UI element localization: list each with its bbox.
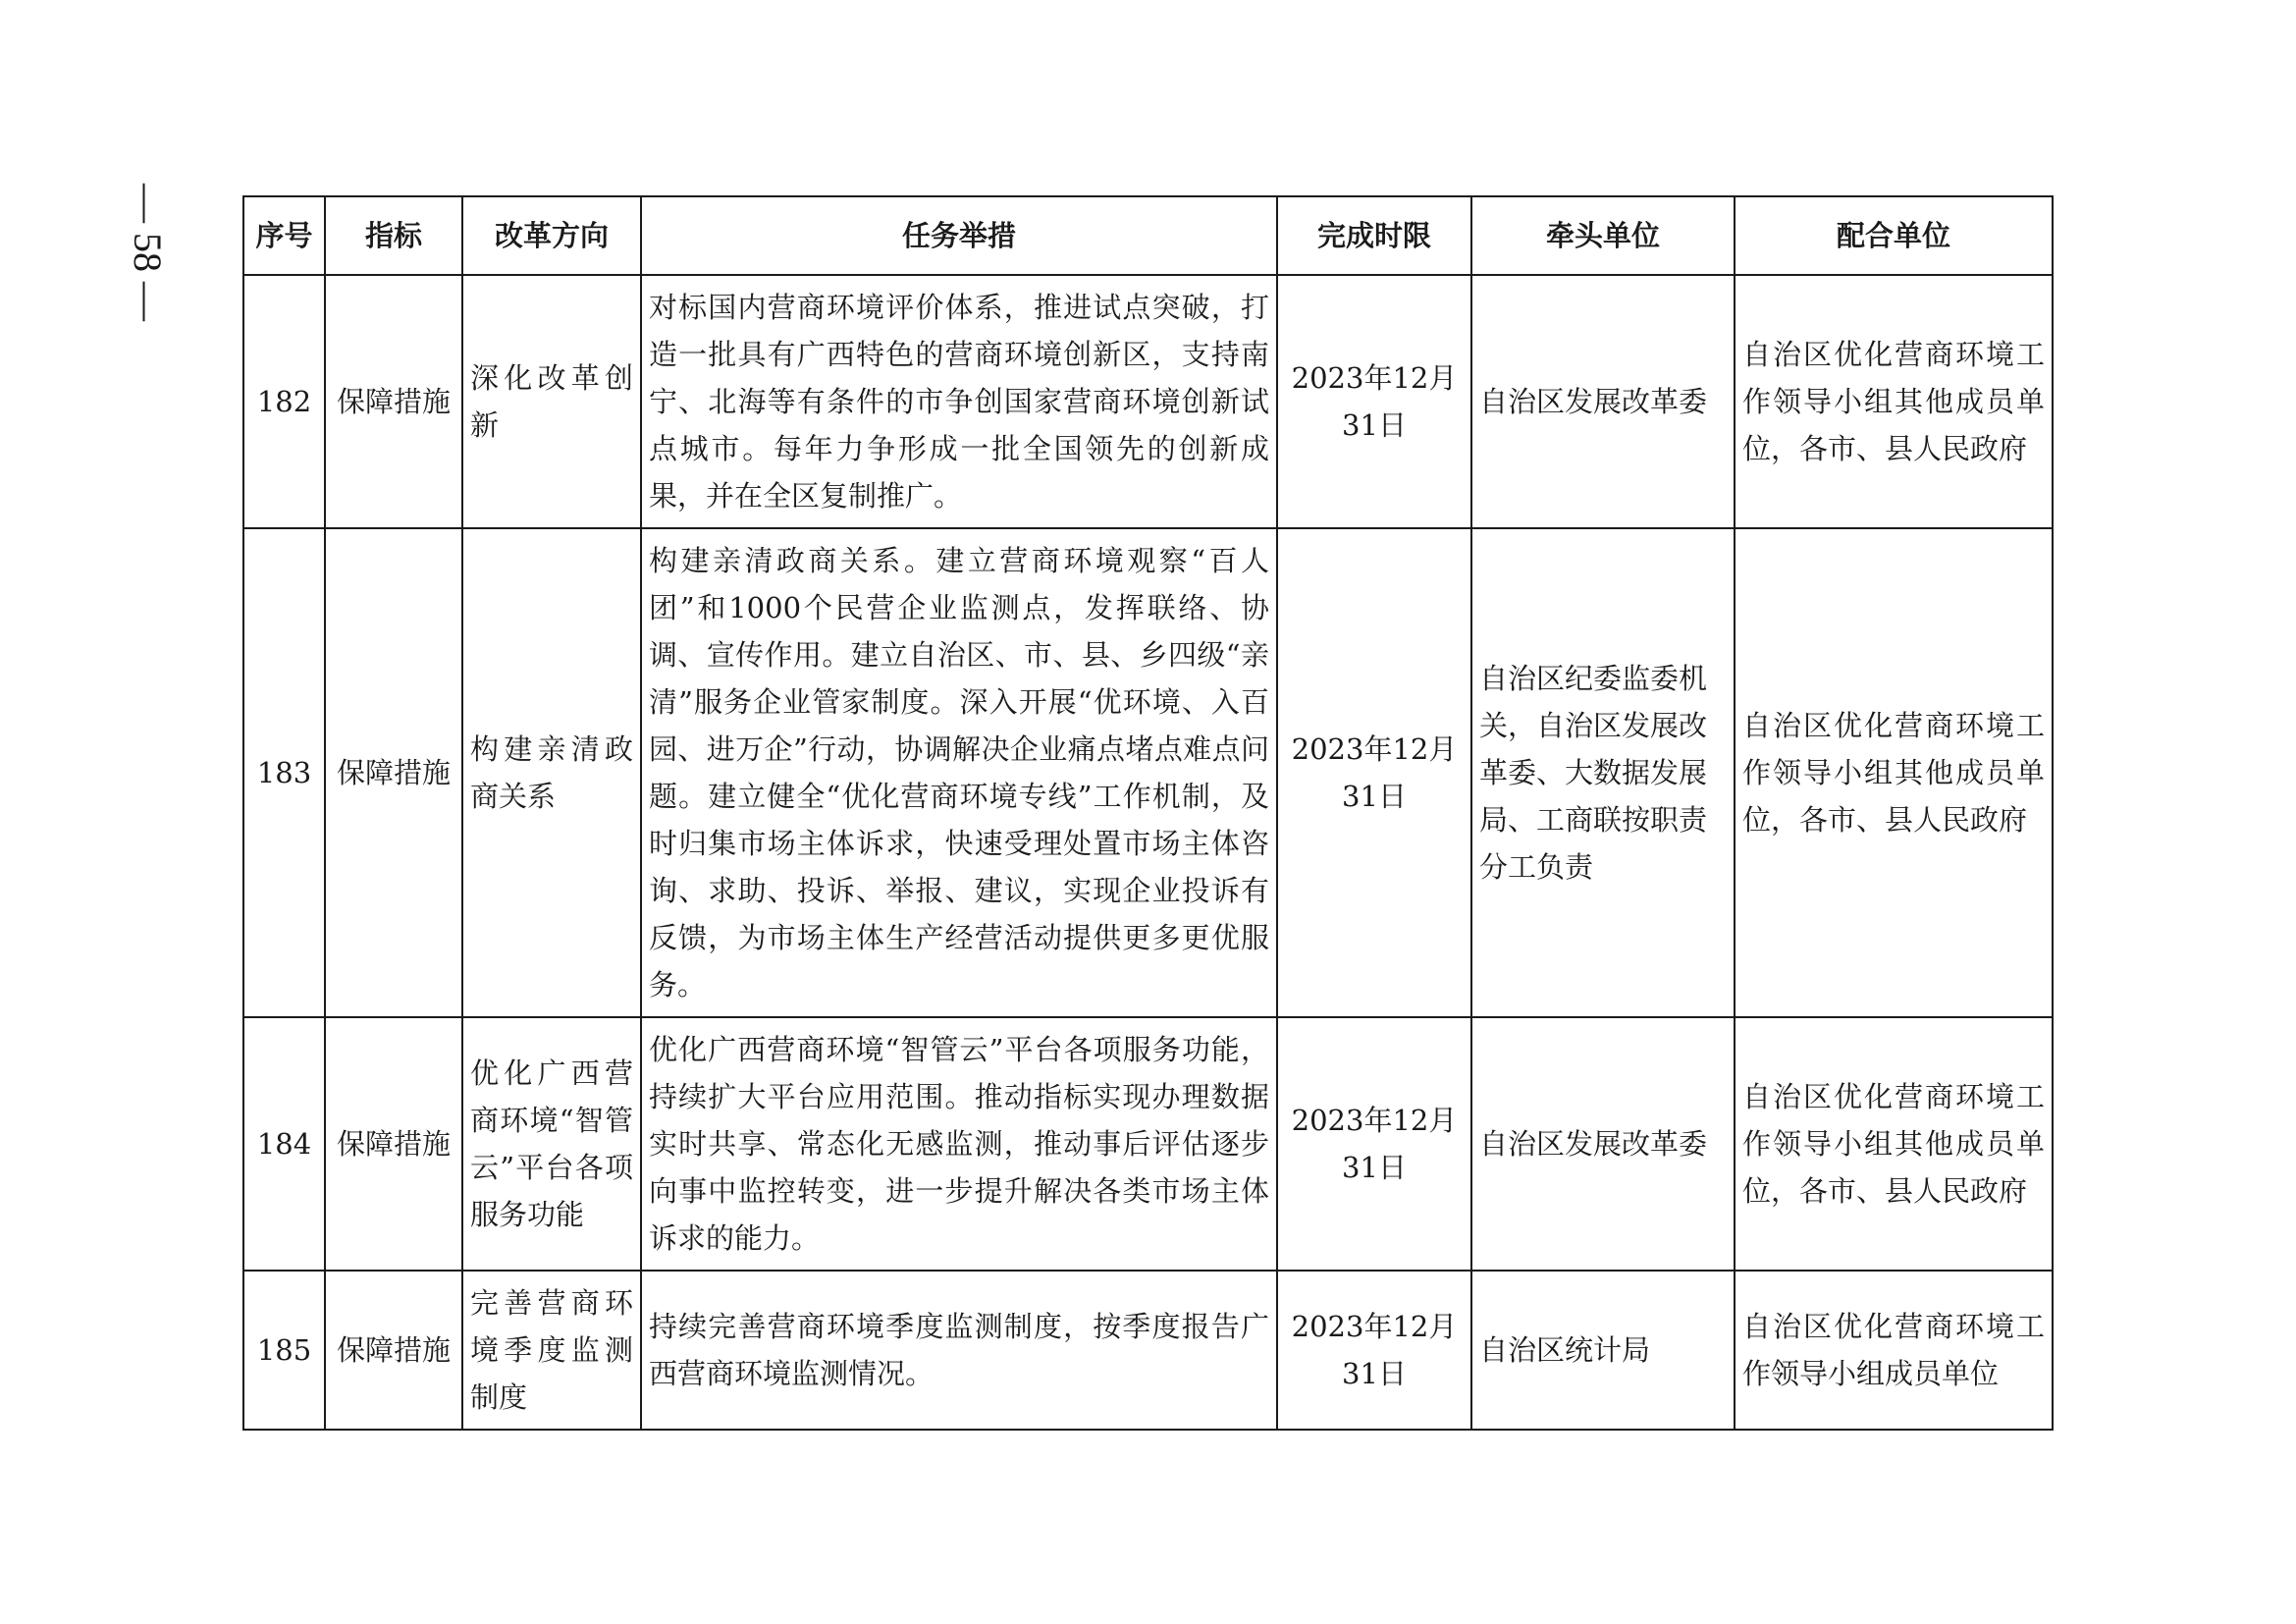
cell-cooperate: 自治区优化营商环境工作领导小组成员单位 — [1735, 1271, 2053, 1430]
cell-indicator: 保障措施 — [325, 528, 462, 1017]
cell-deadline: 2023年12月31日 — [1277, 1017, 1471, 1271]
cell-lead: 自治区纪委监委机关，自治区发展改革委、大数据发展局、工商联按职责分工负责 — [1471, 528, 1735, 1017]
cell-lead: 自治区统计局 — [1471, 1271, 1735, 1430]
cell-cooperate: 自治区优化营商环境工作领导小组其他成员单位，各市、县人民政府 — [1735, 275, 2053, 528]
cell-direction: 构建亲清政商关系 — [462, 528, 641, 1017]
cell-direction: 深化改革创新 — [462, 275, 641, 528]
header-direction: 改革方向 — [462, 196, 641, 275]
cell-deadline: 2023年12月31日 — [1277, 528, 1471, 1017]
cell-no: 182 — [243, 275, 325, 528]
header-deadline: 完成时限 — [1277, 196, 1471, 275]
table-row — [243, 1017, 2053, 1271]
header-no: 序号 — [243, 196, 325, 275]
cell-measures: 持续完善营商环境季度监测制度，按季度报告广西营商环境监测情况。 — [641, 1271, 1277, 1430]
table-row — [243, 1271, 2053, 1430]
cell-lead: 自治区发展改革委 — [1471, 275, 1735, 528]
cell-lead: 自治区发展改革委 — [1471, 1017, 1735, 1271]
header-indicator: 指标 — [325, 196, 462, 275]
cell-cooperate: 自治区优化营商环境工作领导小组其他成员单位，各市、县人民政府 — [1735, 1017, 2053, 1271]
table-row — [243, 528, 2053, 1017]
cell-deadline: 2023年12月31日 — [1277, 275, 1471, 528]
cell-direction: 完善营商环境季度监测制度 — [462, 1271, 641, 1430]
cell-cooperate: 自治区优化营商环境工作领导小组其他成员单位，各市、县人民政府 — [1735, 528, 2053, 1017]
header-measures: 任务举措 — [641, 196, 1277, 275]
header-lead: 牵头单位 — [1471, 196, 1735, 275]
table-header-row — [243, 196, 2053, 275]
page-number-text: — 58 — — [126, 184, 170, 321]
task-table — [242, 195, 2054, 1431]
header-cooperate: 配合单位 — [1735, 196, 2053, 275]
cell-direction: 优化广西营商环境“智管云”平台各项服务功能 — [462, 1017, 641, 1271]
cell-measures: 构建亲清政商关系。建立营商环境观察“百人团”和1000个民营企业监测点，发挥联络、协调、宣传作用。建立自治区、市、县、乡四级“亲清”服务企业管家制度。深入开展“优环境、入百园、进万企”行动，协调解决企业痛点堵点难点问题。建立健全“优化营商环境专线”工作机制，及时归集市场主体诉求，快速受理处置市场主体咨询、求助、投诉、举报、建议，实现企业投诉有反馈，为市场主体生产经营活动提供更多更优服务。 — [641, 528, 1277, 1017]
cell-no: 183 — [243, 528, 325, 1017]
cell-no: 185 — [243, 1271, 325, 1430]
cell-indicator: 保障措施 — [325, 1017, 462, 1271]
table-row — [243, 275, 2053, 528]
cell-measures: 对标国内营商环境评价体系，推进试点突破，打造一批具有广西特色的营商环境创新区，支持南宁、北海等有条件的市争创国家营商环境创新试点城市。每年力争形成一批全国领先的创新成果，并在全区复制推广。 — [641, 275, 1277, 528]
cell-indicator: 保障措施 — [325, 1271, 462, 1430]
cell-measures: 优化广西营商环境“智管云”平台各项服务功能，持续扩大平台应用范围。推动指标实现办理数据实时共享、常态化无感监测，推动事后评估逐步向事中监控转变，进一步提升解决各类市场主体诉求的能力。 — [641, 1017, 1277, 1271]
cell-deadline: 2023年12月31日 — [1277, 1271, 1471, 1430]
cell-no: 184 — [243, 1017, 325, 1271]
cell-indicator: 保障措施 — [325, 275, 462, 528]
